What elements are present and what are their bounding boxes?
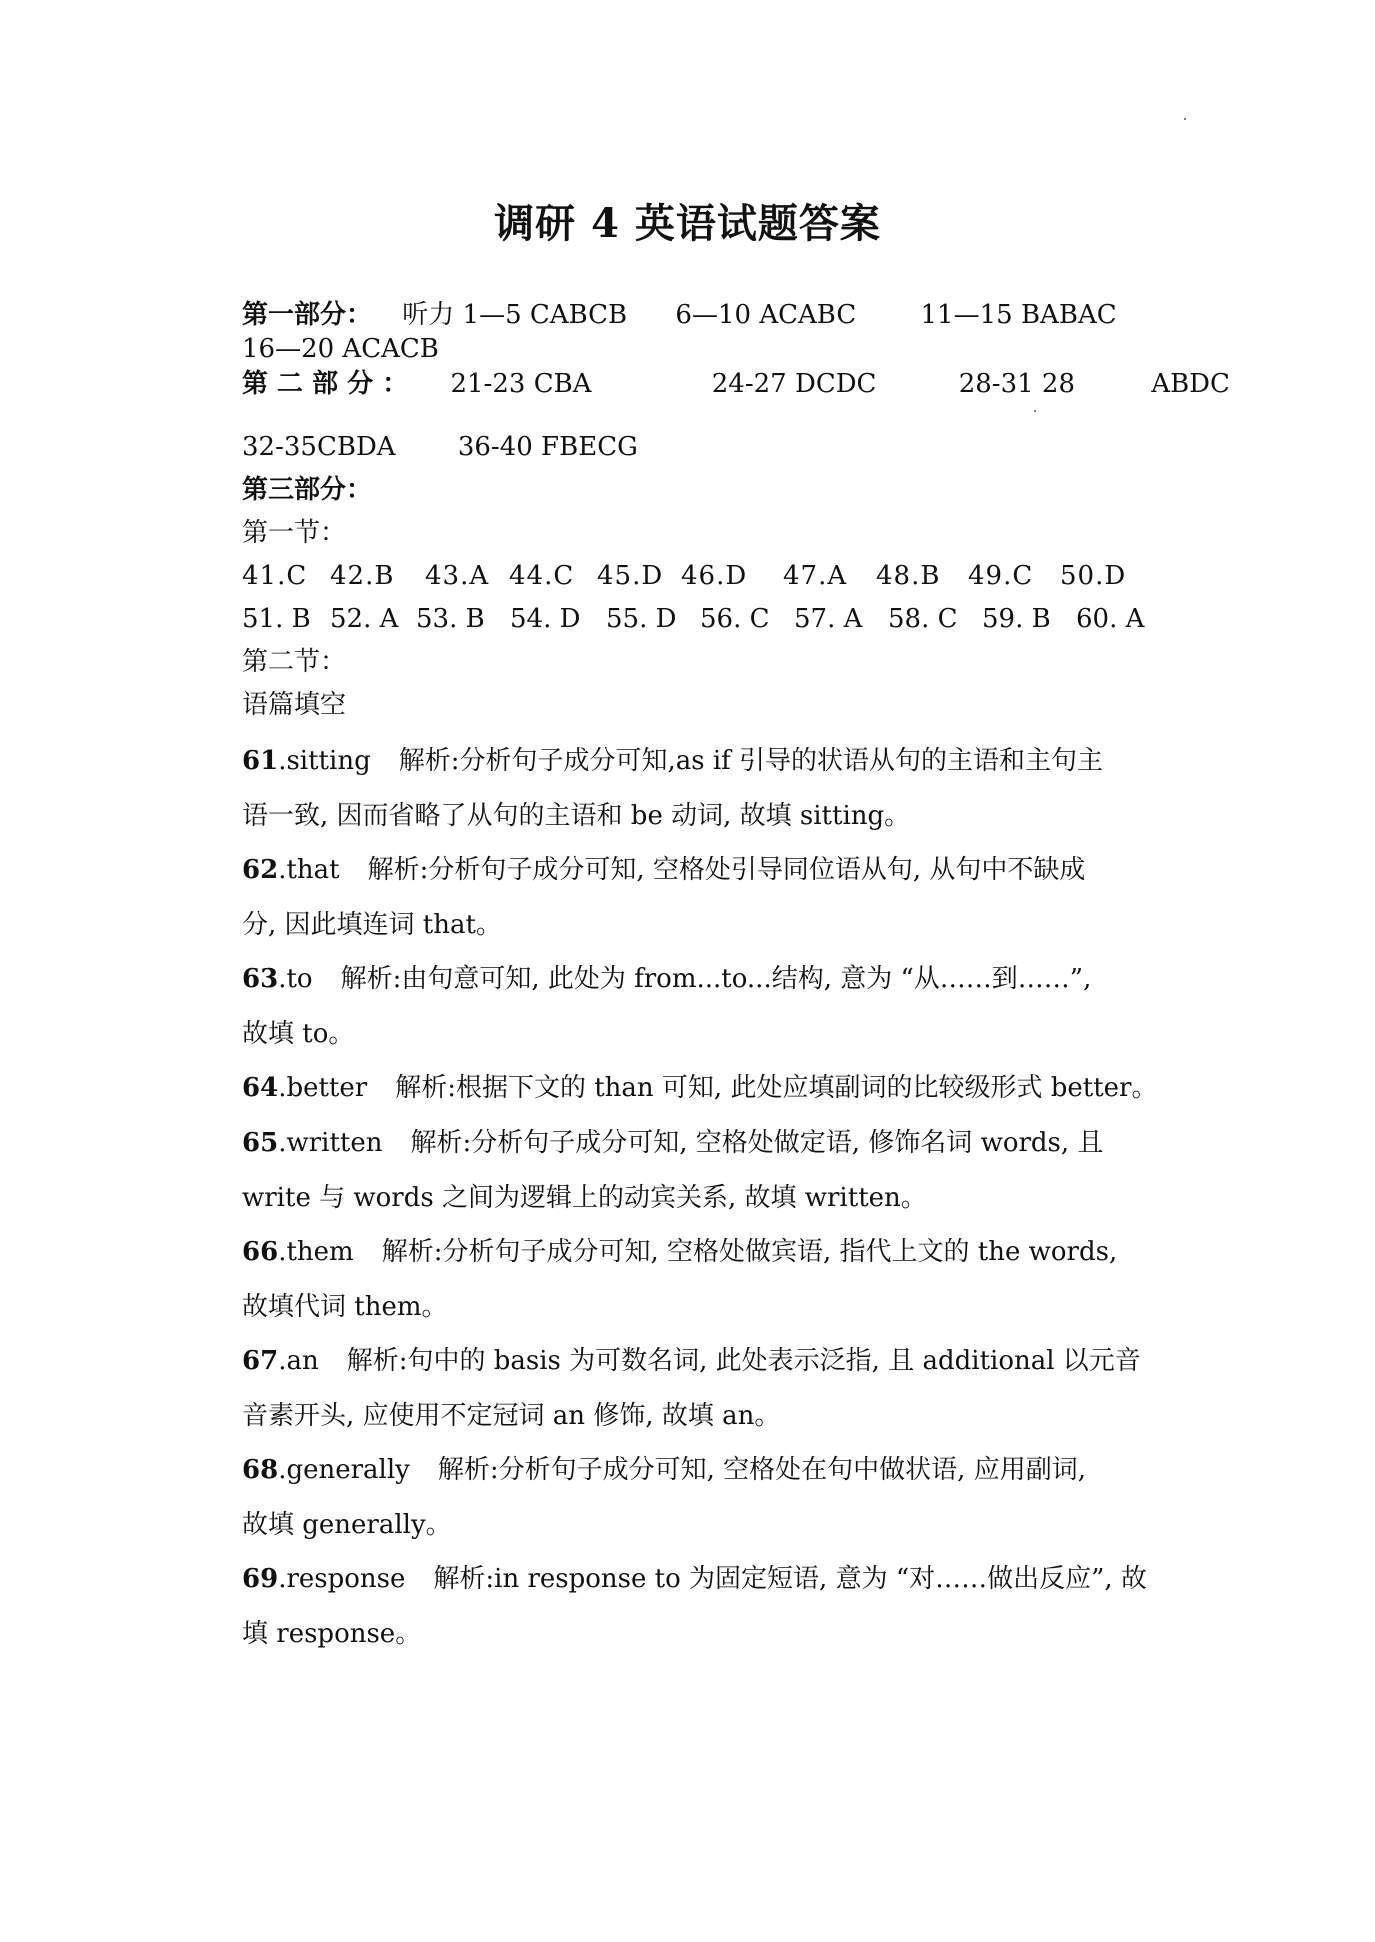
part2-answers-28-31-letters: ABDC — [1151, 369, 1230, 399]
explanation-69 — [242, 1562, 1147, 1596]
explanation-63 — [242, 962, 1091, 996]
answer-item: 41.C — [242, 561, 308, 591]
answer-item: 53. B — [416, 604, 485, 634]
item-number: 69 — [242, 1564, 279, 1594]
explanation-61 — [242, 744, 1103, 778]
part1-label: 第一部分： — [242, 300, 373, 330]
item-explanation: 解析:in response to 为固定短语, 意为 “对……做出反应”, 故 — [433, 1564, 1147, 1594]
part2-label: 第 二 部 分 ： — [242, 369, 409, 399]
answer-item: 42.B — [330, 561, 395, 591]
part3-label: 第三部分： — [242, 475, 373, 505]
part2-answers-36-40: 36-40 FBECG — [457, 432, 638, 462]
answer-item: 54. D — [510, 604, 581, 634]
explanation-65-cont: write 与 words 之间为逻辑上的动宾关系, 故填 written。 — [242, 1183, 927, 1213]
part2-answers-21-23: 21-23 CBA — [450, 369, 592, 399]
item-explanation: 解析:分析句子成分可知,as if 引导的状语从句的主语和主句主 — [398, 746, 1104, 776]
part3-section1-label: 第一节： — [242, 518, 347, 548]
explanation-65 — [242, 1126, 1103, 1160]
item-explanation: 解析:分析句子成分可知, 空格处引导同位语从句, 从句中不缺成 — [367, 855, 1086, 885]
item-explanation: 解析:分析句子成分可知, 空格处做宾语, 指代上文的 the words, — [381, 1237, 1118, 1267]
part2-answers-24-27: 24-27 DCDC — [711, 369, 877, 399]
part2-line-2 — [242, 430, 638, 464]
answer-item: 52. A — [330, 604, 399, 634]
answer-item: 56. C — [700, 604, 770, 634]
explanation-62-cont: 分, 因此填连词 that。 — [242, 910, 502, 940]
item-answer: .better — [278, 1073, 368, 1103]
answer-item: 48.B — [876, 561, 941, 591]
item-answer: .an — [278, 1346, 319, 1376]
item-number: 64 — [242, 1073, 279, 1103]
answer-item: 49.C — [968, 561, 1034, 591]
explanation-64 — [242, 1071, 1157, 1105]
explanation-68-cont: 故填 generally。 — [242, 1510, 452, 1540]
answer-item: 47.A — [783, 561, 848, 591]
item-number: 62 — [242, 855, 279, 885]
explanation-66-cont: 故填代词 them。 — [242, 1292, 448, 1322]
part3-row2 — [242, 602, 1144, 636]
explanation-62 — [242, 853, 1085, 887]
item-number: 68 — [242, 1455, 279, 1485]
item-answer: .written — [278, 1128, 383, 1158]
answer-item: 43.A — [425, 561, 490, 591]
page-title: 调研 4 英语试题答案 — [494, 200, 881, 247]
item-number: 63 — [242, 964, 279, 994]
answer-item: 59. B — [982, 604, 1051, 634]
item-answer: .that — [278, 855, 340, 885]
part1-answers-6-10: 6—10 ACABC — [675, 300, 857, 330]
explanation-63-cont: 故填 to。 — [242, 1019, 355, 1049]
item-answer: .generally — [278, 1455, 410, 1485]
part3-section2-label: 第二节： — [242, 647, 347, 677]
part2-answers-32-35: 32-35CBDA — [242, 432, 396, 462]
answer-item: 51. B — [242, 604, 311, 634]
answer-item: 46.D — [681, 561, 748, 591]
explanation-69-cont: 填 response。 — [242, 1619, 422, 1649]
item-answer: .response — [278, 1564, 406, 1594]
answer-item: 60. A — [1076, 604, 1145, 634]
part1-answers-16-20: 16—20 ACACB — [242, 334, 439, 364]
item-explanation: 解析:句中的 basis 为可数名词, 此处表示泛指, 且 additional 以元音 — [346, 1346, 1141, 1376]
item-number: 65 — [242, 1128, 279, 1158]
answer-item: 57. A — [794, 604, 863, 634]
item-answer: .to — [278, 964, 313, 994]
item-number: 67 — [242, 1346, 279, 1376]
item-explanation: 解析:根据下文的 than 可知, 此处应填副词的比较级形式 better。 — [395, 1073, 1158, 1103]
item-number: 66 — [242, 1237, 279, 1267]
answer-item: 55. D — [606, 604, 677, 634]
answer-item: 44.C — [509, 561, 575, 591]
part3-section2-sublabel: 语篇填空 — [242, 690, 347, 720]
stray-mark — [1184, 118, 1186, 120]
part1-answers-11-15: 11—15 BABAC — [920, 300, 1117, 330]
answer-item: 50.D — [1060, 561, 1127, 591]
part2-answers-28-31: 28-31 28 — [958, 369, 1076, 399]
item-answer: .sitting — [278, 746, 371, 776]
part1-line-2 — [242, 332, 439, 366]
item-answer: .them — [278, 1237, 354, 1267]
explanation-66 — [242, 1235, 1117, 1269]
stray-mark — [1034, 410, 1036, 412]
explanation-67-cont: 音素开头, 应使用不定冠词 an 修饰, 故填 an。 — [242, 1401, 781, 1431]
item-explanation: 解析:分析句子成分可知, 空格处做定语, 修饰名词 words, 且 — [410, 1128, 1104, 1158]
part1-line — [242, 298, 1117, 332]
item-explanation: 解析:分析句子成分可知, 空格处在句中做状语, 应用副词, — [437, 1455, 1086, 1485]
part3-row1 — [242, 559, 1126, 593]
explanation-67 — [242, 1344, 1141, 1378]
explanation-68 — [242, 1453, 1086, 1487]
item-number: 61 — [242, 746, 279, 776]
item-explanation: 解析:由句意可知, 此处为 from...to...结构, 意为 “从……到……”, — [340, 964, 1092, 994]
answer-item: 58. C — [888, 604, 958, 634]
answer-item: 45.D — [597, 561, 664, 591]
part1-answers-1-5: 听力 1—5 CABCB — [402, 300, 628, 330]
part2-line — [242, 367, 1230, 401]
explanation-61-cont: 语一致, 因而省略了从句的主语和 be 动词, 故填 sitting。 — [242, 801, 911, 831]
